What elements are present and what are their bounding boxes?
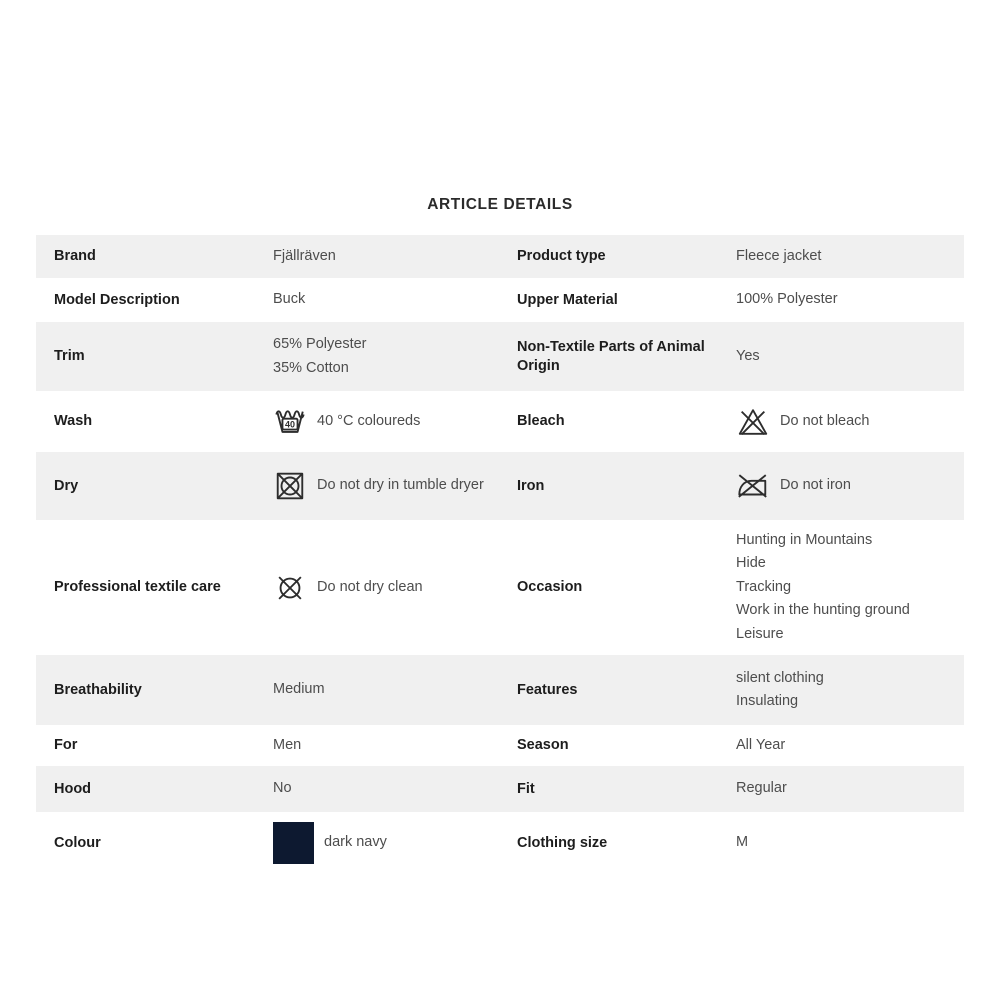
wash-40-icon xyxy=(273,405,307,439)
article-details-page xyxy=(36,0,964,874)
row-value: Yes xyxy=(736,347,760,364)
do-not-iron-icon xyxy=(736,469,770,503)
row-label: Bleach xyxy=(517,413,565,429)
row-label: Fit xyxy=(517,780,535,797)
row-label: Dry xyxy=(54,477,79,494)
row-label: For xyxy=(54,737,78,753)
value-line: 65% Polyester xyxy=(273,336,367,352)
colour-swatch xyxy=(273,822,314,864)
row-label: Clothing size xyxy=(517,834,608,851)
row-label: Hood xyxy=(54,780,92,797)
table-row xyxy=(36,391,964,452)
table-row xyxy=(36,520,964,655)
value-line: Work in the hunting ground xyxy=(736,602,910,619)
value-line: silent clothing xyxy=(736,669,824,686)
article-details-table xyxy=(36,235,964,874)
row-value xyxy=(736,659,964,722)
value-line: Leisure xyxy=(736,625,784,642)
row-label: Wash xyxy=(54,413,93,429)
table-row xyxy=(36,452,964,520)
row-label: Iron xyxy=(517,477,545,494)
table-row xyxy=(36,655,964,725)
row-value xyxy=(273,563,499,613)
row-value-text: Do not iron xyxy=(780,477,851,494)
row-value: Buck xyxy=(273,291,306,308)
row-label: Brand xyxy=(54,248,96,264)
row-value xyxy=(736,397,964,447)
row-label: Occasion xyxy=(517,579,583,595)
row-value: No xyxy=(273,780,292,797)
row-value: Men xyxy=(273,736,302,753)
table-row xyxy=(36,278,964,322)
table-row xyxy=(36,725,964,766)
table-row xyxy=(36,812,964,874)
row-label: Trim xyxy=(54,348,85,364)
value-line: 35% Cotton xyxy=(273,359,349,376)
row-value xyxy=(273,397,499,447)
do-not-dry-clean-icon xyxy=(273,571,307,605)
table-row xyxy=(36,322,964,391)
value-line: Insulating xyxy=(736,693,799,709)
row-label: Model Description xyxy=(54,291,180,308)
row-label: Upper Material xyxy=(517,291,618,308)
row-value xyxy=(273,814,499,872)
do-not-tumble-dry-icon xyxy=(273,469,307,503)
row-value: M xyxy=(736,834,749,851)
row-value: Fleece jacket xyxy=(736,247,822,264)
row-value: Regular xyxy=(736,780,787,797)
row-label: Colour xyxy=(54,834,101,851)
row-value-text: Do not dry clean xyxy=(317,578,423,595)
row-value: Medium xyxy=(273,681,325,698)
row-value-text: 40 °C coloureds xyxy=(317,412,421,429)
row-label: Professional textile care xyxy=(54,579,221,595)
row-value-text: dark navy xyxy=(324,834,387,851)
row-value xyxy=(273,325,499,388)
row-label: Non-Textile Parts of Animal Origin xyxy=(517,338,705,374)
value-line: Hunting in Mountains xyxy=(736,531,873,548)
row-value-text: Do not dry in tumble dryer xyxy=(317,477,484,494)
row-value: All Year xyxy=(736,736,786,753)
row-label: Features xyxy=(517,681,578,698)
row-value-text: Do not bleach xyxy=(780,412,870,429)
table-row xyxy=(36,766,964,812)
row-value xyxy=(273,461,499,511)
row-label: Breathability xyxy=(54,681,142,698)
value-line: Tracking xyxy=(736,578,792,595)
row-label: Product type xyxy=(517,248,606,264)
do-not-bleach-icon xyxy=(736,405,770,439)
row-value: 100% Polyester xyxy=(736,291,838,308)
value-line: Hide xyxy=(736,555,766,572)
table-row xyxy=(36,235,964,278)
svg-text:40: 40 xyxy=(285,418,295,429)
row-value: Fjällräven xyxy=(273,247,336,264)
page-title: ARTICLE DETAILS xyxy=(427,196,573,213)
row-value xyxy=(736,461,964,511)
row-value xyxy=(736,521,964,655)
row-label: Season xyxy=(517,737,569,753)
